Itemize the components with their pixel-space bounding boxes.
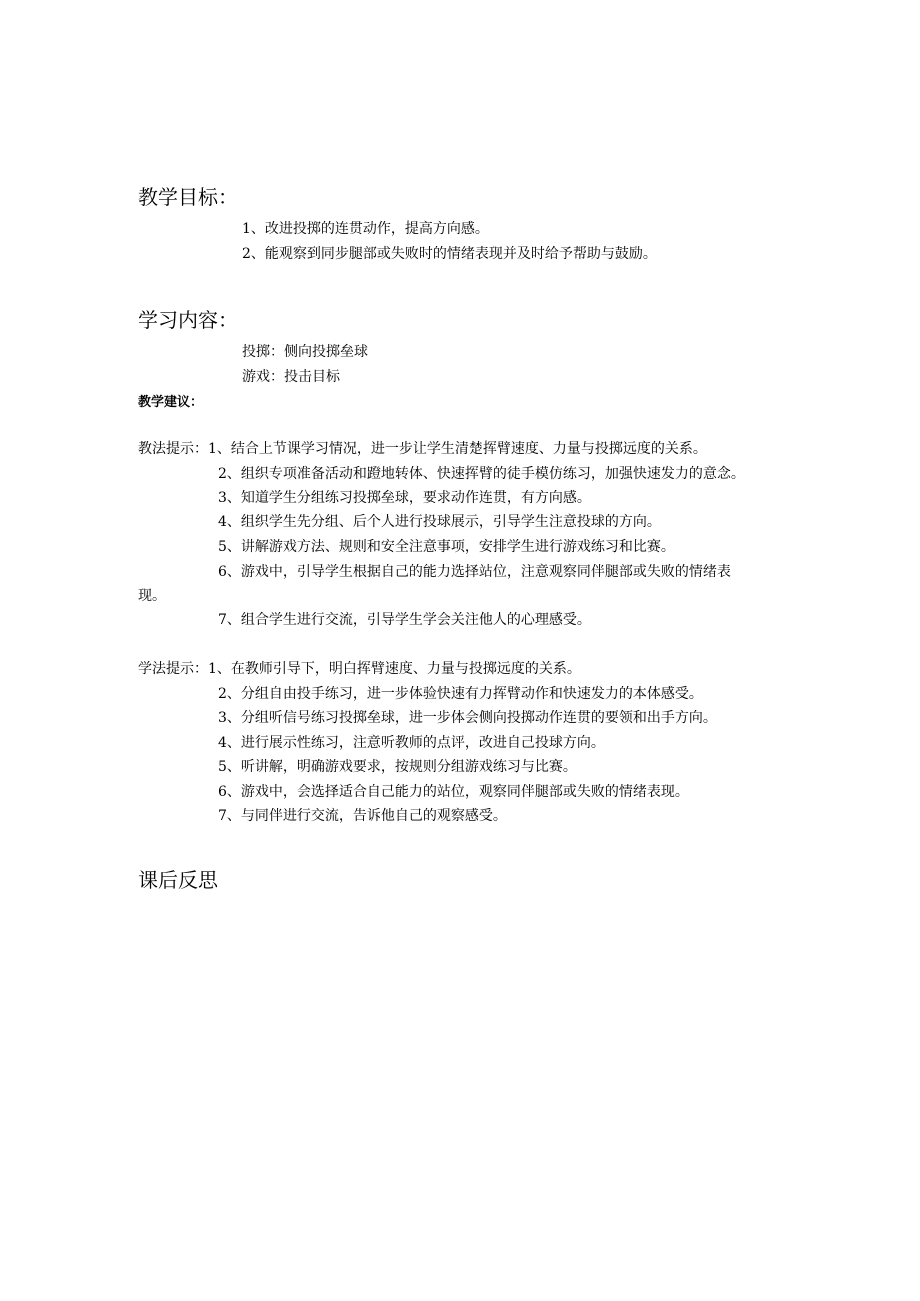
reflection-heading: 课后反思 [138,868,218,892]
learning-tip-4: 4、进行展示性练习，注意听教师的点评，改进自己投球方向。 [218,735,605,751]
learning-tip-5: 5、听讲解，明确游戏要求，按规则分组游戏练习与比赛。 [218,759,577,775]
teaching-tip-7: 7、组合学生进行交流，引导学生学会关注他人的心理感受。 [218,612,591,628]
objectives-heading: 教学目标： [138,185,238,209]
suggestions-label: 教学建议： [138,395,204,410]
learning-tip-1: 学法提示：1、在教师引导下，明白挥臂速度、力量与投掷远度的关系。 [138,661,581,677]
objective-item-1: 1、改进投掷的连贯动作，提高方向感。 [242,221,489,237]
teaching-tip-1: 教法提示：1、结合上节课学习情况，进一步让学生清楚挥臂速度、力量与投掷远度的关系。 [138,441,707,457]
teaching-tip-2: 2、组织专项准备活动和蹬地转体、快速挥臂的徒手模仿练习，加强快速发力的意念。 [218,466,745,482]
learning-tip-3: 3、分组听信号练习投掷垒球，进一步体会侧向投掷动作连贯的要领和出手方向。 [218,710,717,726]
content-item-1: 投掷：侧向投掷垒球 [242,344,368,360]
teaching-tip-5: 5、讲解游戏方法、规则和安全注意事项，安排学生进行游戏练习和比赛。 [218,539,675,555]
learning-tip-6: 6、游戏中，会选择适合自己能力的站位，观察同伴腿部或失败的情绪表现。 [218,784,689,800]
content-item-2: 游戏：投击目标 [242,369,340,385]
learning-tip-2: 2、分组自由投手练习，进一步体验快速有力挥臂动作和快速发力的本体感受。 [218,686,703,702]
teaching-tip-3: 3、知道学生分组练习投掷垒球，要求动作连贯，有方向感。 [218,490,591,506]
teaching-tip-4: 4、组织学生先分组、后个人进行投球展示，引导学生注意投球的方向。 [218,514,661,530]
objective-item-2: 2、能观察到同步腿部或失败时的情绪表现并及时给予帮助与鼓励。 [242,246,657,262]
content-heading: 学习内容： [138,308,238,332]
teaching-tip-6: 6、游戏中，引导学生根据自己的能力选择站位，注意观察同伴腿部或失败的情绪表 [218,564,731,580]
learning-tip-7: 7、与同伴进行交流，告诉他自己的观察感受。 [218,808,507,824]
teaching-tip-6-continued: 现。 [138,588,166,604]
